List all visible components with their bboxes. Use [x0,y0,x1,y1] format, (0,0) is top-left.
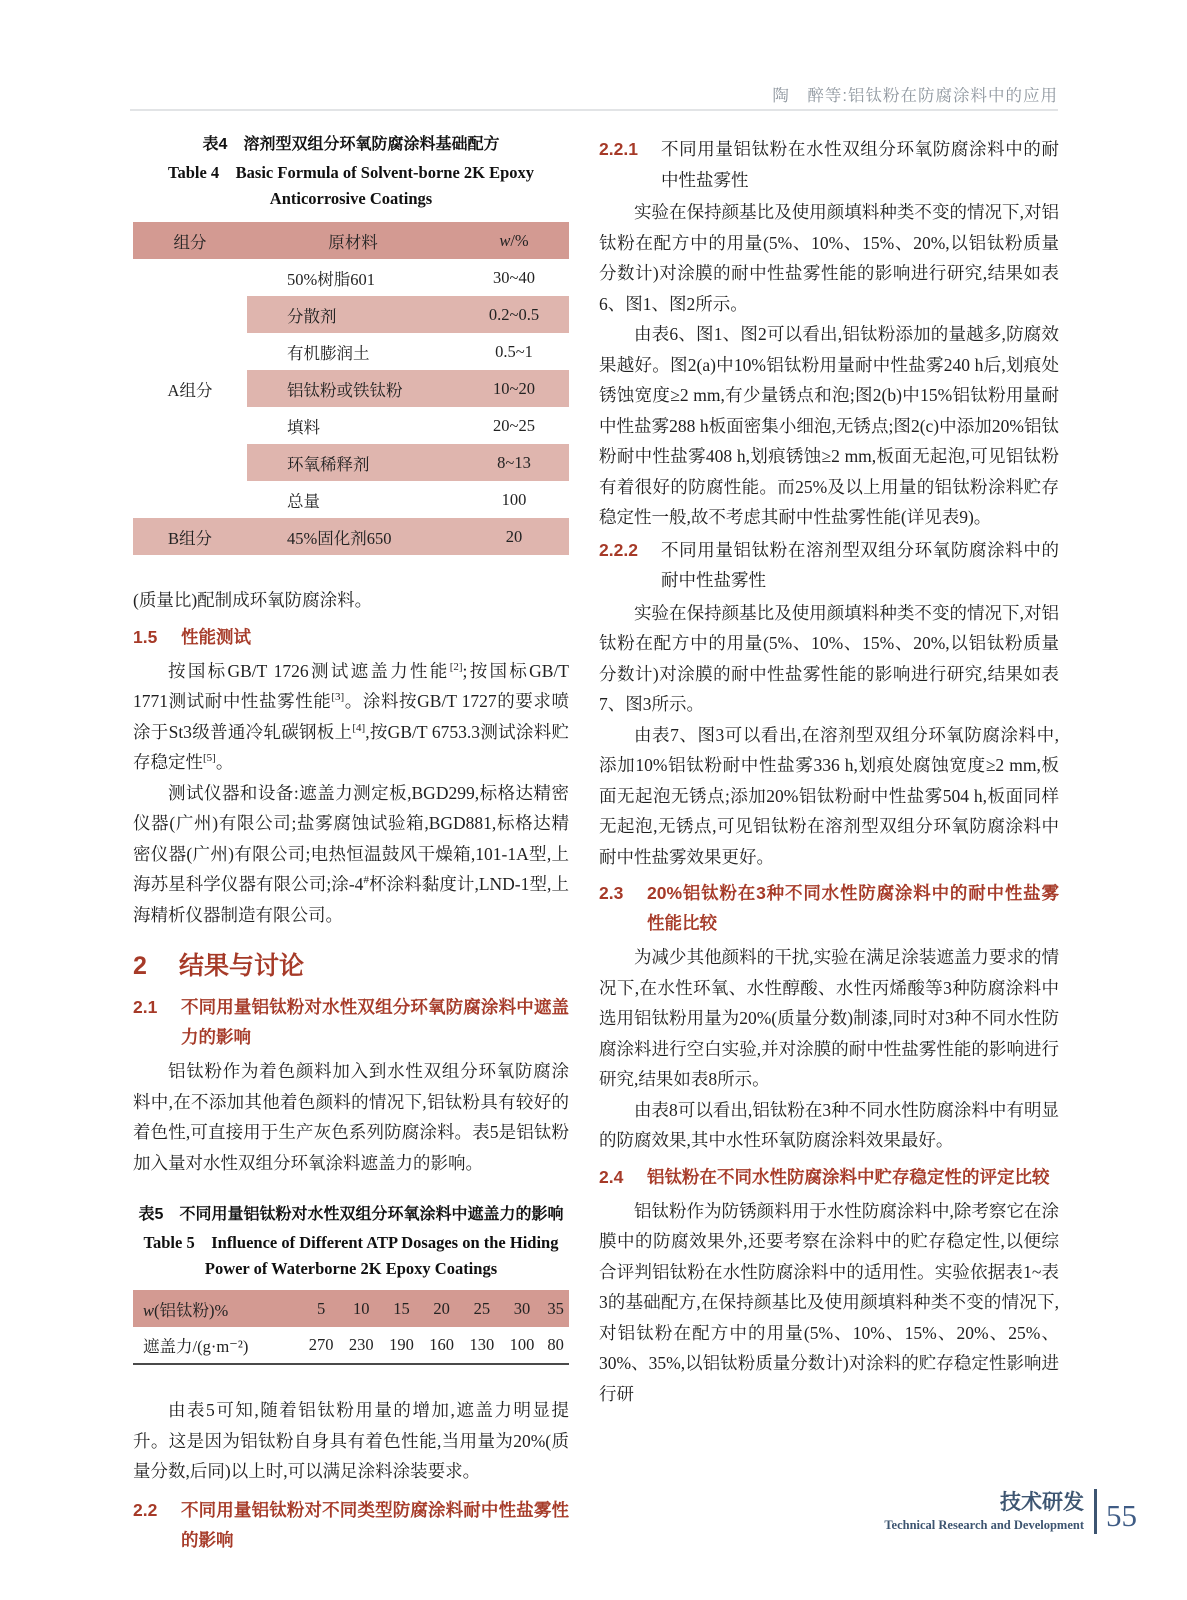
footer-section-cn: 技术研发 [1000,1491,1084,1514]
heading-number: 2.3 [599,883,624,903]
heading-number: 2.2.1 [599,139,638,159]
left-column [133,132,569,1559]
heading-number: 2 [133,952,147,980]
table-cell: 30~40 [493,267,535,287]
paragraph-2-2-2-setup: 实验在保持颜基比及使用颜填料种类不变的情况下,对铝钛粉在配方中的用量(5%、10%、15%、20%,以铝钛粉质量分数计)对涂膜的耐中性盐雾性能的影响进行研究,结果如表7、图3所示。 [599,602,1059,714]
table-cell: 5 [301,1290,341,1327]
paragraph-2-2-1-setup: 实验在保持颜基比及使用颜填料种类不变的情况下,对铝钛粉在配方中的用量(5%、10%、15%、20%,以铝钛粉质量分数计)对涂膜的耐中性盐雾性能的影响进行研究,结果如表6、图1、图2所示。 [599,202,1059,314]
paragraph-equipment: 测试仪器和设备:遮盖力测定板,BGD299,标格达精密仪器(广州)有限公司;盐雾腐蚀试验箱,BGD881,标格达精密仪器(广州)有限公司;电热恒温鼓风干燥箱,101-1A型,上海苏星科学仪器有限公司;涂-4#杯涂料黏度计,LND-1型,上海精析仪器制造有限公司。 [133,782,569,925]
table-cell: 270 [308,1335,334,1354]
paragraph-mix-ratio: (质量比)配制成环氧防腐涂料。 [133,590,373,610]
table-cell: 45%固化剂650 [247,518,459,555]
table4-header-component: 组分 [133,222,247,259]
heading-title: 不同用量铝钛粉对不同类型防腐涂料耐中性盐雾性的影响 [181,1499,569,1550]
footer-section-block [884,1489,1084,1534]
paragraph-2-3-setup: 为减少其他颜料的干扰,实验在满足涂装遮盖力要求的情况下,在水性环氧、水性醇酸、水性丙烯酸等3种防腐涂料中选用铝钛粉用量为20%(质量分数)制漆,同时对3种不同水性防腐涂料进行空白实验,并对涂膜的耐中性盐雾性能的影响进行研究,结果如表8所示。 [599,947,1059,1089]
table-cell: 50%树脂601 [287,269,375,289]
heading-2-4 [599,1162,1059,1192]
reference-mark: [5] [203,752,216,765]
table5-value-row [133,1327,569,1364]
heading-title: 不同用量铝钛粉在水性双组分环氧防腐涂料中的耐中性盐雾性 [661,139,1059,190]
heading-title: 性能测试 [181,626,251,647]
heading-2-1 [133,992,569,1052]
paragraph-2-2-2-results: 由表7、图3可以看出,在溶剂型双组分环氧防腐涂料中,添加10%铝钛粉耐中性盐雾336 h,划痕处腐蚀宽度≥2 mm,板面无起泡无锈点;添加20%铝钛粉耐中性盐雾504 h,板面同样无起泡,无锈点,可见铝钛粉在溶剂型双组分环氧防腐涂料中耐中性盐雾效果更好。 [599,724,1059,867]
paragraph-2-1: 铝钛粉作为着色颜料加入到水性双组分环氧防腐涂料中,在不添加其他着色颜料的情况下,铝钛粉具有较好的着色性,可直接用于生产灰色系列防腐涂料。表5是铝钛粉加入量对水性双组分环氧涂料遮盖力的影响。 [133,1061,569,1173]
table-cell: 填料 [287,417,320,437]
table-cell: 0.2~0.5 [459,296,569,333]
page-number: 55 [1106,1497,1137,1533]
table-cell: 80 [547,1335,564,1354]
paragraph-2-4: 铝钛粉作为防锈颜料用于水性防腐涂料中,除考察它在涂膜中的防腐效果外,还要考察在涂料中的贮存稳定性,以便综合评判铝钛粉在水性防腐涂料中的适用性。实验依据表1~表3的基础配方,在保持颜基比及使用颜填料种类不变的情况下,对铝钛粉在配方中的用量(5%、10%、15%、20%、25%、30%、35%,以铝钛粉质量分数计)对涂料的贮存稳定性影响进行研 [599,1200,1059,1404]
right-column [599,132,1059,1559]
table-cell: 分散剂 [247,296,459,333]
table5-hiding-power [133,1290,569,1365]
footer-divider [1094,1489,1097,1534]
running-title: 陶 醉等:铝钛粉在防腐涂料中的应用 [772,87,1058,105]
table-cell: 15 [381,1290,421,1327]
footer-section-en: Technical Research and Development [884,1518,1084,1532]
table5-hiding-label: 遮盖力/(g·m⁻²) [143,1337,249,1356]
table-cell: 20 [459,518,569,555]
table4-caption-en-line1: Table 4 Basic Formula of Solvent-borne 2K Epoxy [167,163,535,182]
table4-header-material: 原材料 [247,222,459,259]
table4-header-row [133,222,569,259]
superscript-hash: # [363,874,369,887]
heading-section-2 [133,948,569,984]
table-cell: 130 [469,1335,495,1354]
table5-dosage-label: w(铝钛粉)% [133,1290,301,1327]
table-row [133,518,569,555]
page-footer [884,1489,1137,1534]
heading-title: 不同用量铝钛粉对水性双组分环氧防腐涂料中遮盖力的影响 [181,997,569,1047]
paragraph-2-3-results: 由表8可以看出,铝钛粉在3种不同水性防腐涂料中有明显的防腐效果,其中水性环氧防腐涂料效果最好。 [599,1099,1059,1150]
table-cell: 190 [389,1335,414,1354]
page-body [133,132,1059,1559]
reference-mark: [3] [331,691,345,704]
paragraph-2-2-1-results: 由表6、图1、图2可以看出,铝钛粉添加的量越多,防腐效果越好。图2(a)中10%铝钛粉用量耐中性盐雾240 h后,划痕处锈蚀宽度≥2 mm,有少量锈点和泡;图2(b)中15%铝钛粉用量耐中性盐雾288 h板面密集小细泡,无锈点;图2(c)中添加20%铝钛粉耐中性盐雾408 h,划痕锈蚀≥2 mm,板面无起泡,可见铝钛粉有着很好的防腐性能。而25%及以上用量的铝钛粉涂料贮存稳定性一般,故不考虑其耐中性盐雾性能(详见表9)。 [599,324,1059,527]
table-cell: 30 [502,1290,542,1327]
heading-2-2-1 [599,134,1059,195]
heading-2-2 [133,1495,569,1555]
table-cell: 100 [509,1335,535,1354]
heading-number: 2.4 [599,1166,624,1187]
table-cell: 160 [429,1335,455,1354]
heading-title: 20%铝钛粉在3种不同水性防腐涂料中的耐中性盐雾性能比较 [647,883,1059,933]
paragraph-test-standards: 按国标GB/T 1726测试遮盖力性能[2];按国标GB/T 1771测试耐中性盐雾性能[3]。涂料按GB/T 1727的要求喷涂于St3级普通冷轧碳钢板上[4],按GB/T 6753.3测试涂料贮存稳定性[5]。 [133,660,569,772]
heading-title: 不同用量铝钛粉在溶剂型双组分环氧防腐涂料中的耐中性盐雾性 [661,539,1059,590]
table-cell: 有机膨润土 [287,343,370,363]
table5-caption-cn: 表5 不同用量铝钛粉对水性双组分环氧涂料中遮盖力的影响 [138,1206,564,1223]
table5-caption-en: Table 5 Influence of Different ATP Dosages on the Hiding Power of Waterborne 2K Epoxy Coatings [143,1233,559,1278]
table4-caption-cn: 表4 溶剂型双组分环氧防腐涂料基础配方 [202,136,500,153]
heading-number: 2.2 [133,1499,158,1520]
table4-formula [133,222,569,555]
table-cell: 35 [542,1290,569,1327]
table4-group-b: B组分 [133,518,247,555]
reference-mark: [4] [352,721,366,734]
table4-header-w: w/% [459,222,569,259]
table-cell: 总量 [287,491,320,511]
heading-2-2-2 [599,535,1059,596]
table-cell: 230 [348,1335,374,1354]
table5-header-row [133,1290,569,1327]
table-row [133,259,569,296]
table-cell: 10~20 [459,370,569,407]
table-cell: 环氧稀释剂 [247,444,459,481]
header-rule [130,109,1058,111]
table4-group-a: A组分 [167,380,213,400]
heading-title: 铝钛粉在不同水性防腐涂料中贮存稳定性的评定比较 [647,1166,1050,1187]
heading-1-5 [133,622,569,652]
heading-2-3 [599,878,1059,938]
table-cell: 10 [341,1290,381,1327]
heading-number: 1.5 [133,626,158,647]
table-cell: 100 [501,489,527,509]
heading-number: 2.2.2 [599,539,638,560]
table-cell: 铝钛粉或铁钛粉 [247,370,459,407]
table-cell: 25 [462,1290,502,1327]
table-cell: 20~25 [493,415,535,435]
reference-mark: [2] [449,660,463,673]
table-cell: 8~13 [459,444,569,481]
heading-number: 2.1 [133,997,158,1017]
table4-caption-en-line2: Anticorrosive Coatings [269,189,433,208]
heading-title: 结果与讨论 [179,952,305,980]
table-cell: 20 [422,1290,462,1327]
table-cell: 0.5~1 [495,341,533,361]
paragraph-table5-discussion: 由表5可知,随着铝钛粉用量的增加,遮盖力明显提升。这是因为铝钛粉自身具有着色性能,当用量为20%(质量分数,后同)以上时,可以满足涂料涂装要求。 [133,1400,569,1481]
